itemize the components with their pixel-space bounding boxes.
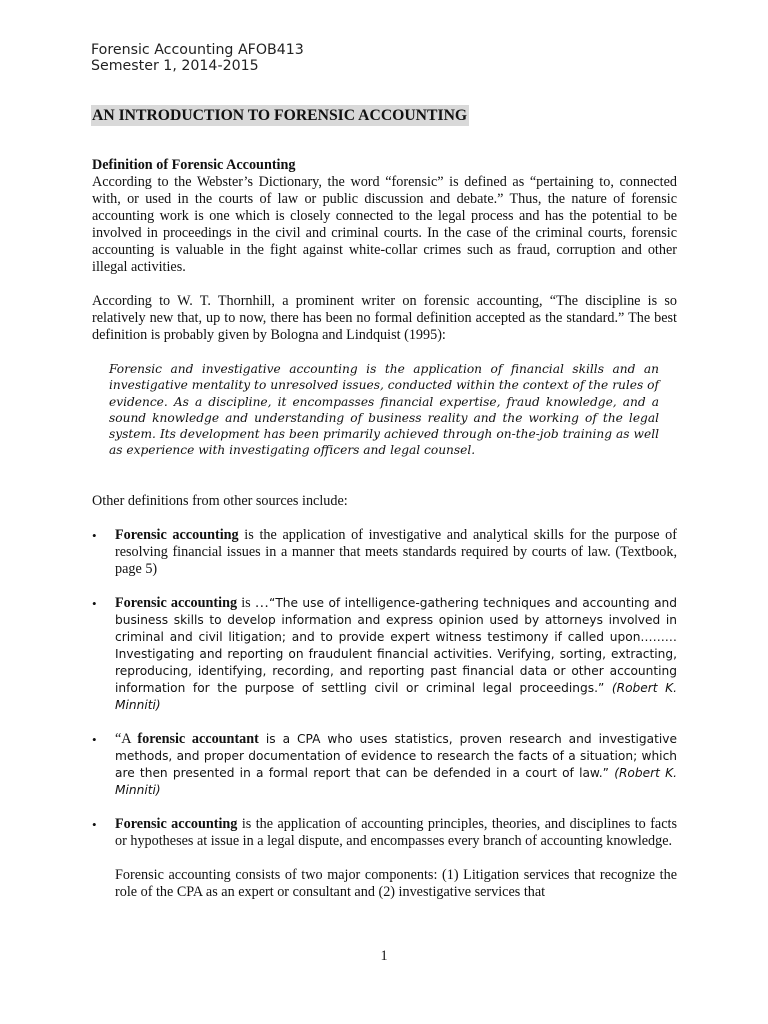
page-number: 1 (380, 948, 388, 964)
paragraph-webster: According to the Webster’s Dictionary, the word “forensic” is defined as “pertaining to, connected with, or used in the courts of law or public discussion and debate.” Thus, the nature of forensic accounting work is one which is closely connected to the legal process and has the potential to be involved in proceedings in the civil and criminal courts. In the case of the criminal courts, forensic accounting is valuable in the fight against white-collar crimes such as fraud, corruption and other illegal activities. (92, 174, 677, 275)
list-item (92, 731, 677, 799)
paragraph-thornhill: According to W. T. Thornhill, a prominent writer on forensic accounting, “The discipline is so relatively new that, up to now, there has been no formal definition accepted as the standard.” The best definition is probably given by Bologna and Lindquist (1995): (92, 293, 677, 343)
list-item (92, 595, 677, 714)
paragraph-components: Forensic accounting consists of two major components: (1) Litigation services that recognize the role of the CPA as an expert or consultant and (2) investigative services that (115, 866, 677, 900)
citation: (Robert K. Minniti) (115, 765, 677, 797)
term-bold: forensic accountant (137, 730, 259, 747)
term-bold: Forensic accounting (115, 594, 238, 611)
page-header (91, 42, 304, 74)
bullet-icon: • (92, 731, 97, 747)
semester-label: Semester 1, 2014-2015 (91, 58, 259, 74)
bullet-icon: • (92, 816, 97, 832)
paragraph-other-definitions: Other definitions from other sources include: (92, 492, 348, 509)
term-bold: Forensic accounting (115, 815, 238, 832)
document-body (92, 157, 677, 901)
bullet-icon: • (92, 527, 97, 543)
citation: (Robert K. Minniti) (115, 680, 677, 712)
course-name: Forensic Accounting AFOB413 (91, 42, 304, 58)
definition-prefix: “A (115, 730, 138, 747)
list-item (92, 527, 677, 578)
definitions-list (92, 527, 677, 850)
definition-text: is the application of investigative and analytical skills for the purpose of resolving financial issues in a manner that meets standards required by courts of law. (Textbook, page 5) (115, 526, 678, 577)
block-quote: Forensic and investigative accounting is the application of financial skills and an investigative mentality to unresolved issues, conducted within the context of the rules of evidence. As a discipline, it encompasses financial expertise, fraud knowledge, and a sound knowledge and understanding of business reality and the working of the legal system. Its development has been primarily achieved through on-the-job training as well as experience with investigating officers and legal counsel. (109, 362, 659, 458)
list-item (92, 816, 677, 850)
definition-prefix: is … (237, 594, 269, 611)
definition-text: is a CPA who uses statistics, proven research and investigative methods, and proper documentation of evidence to research the facts of a situation; which are then presented in a formal report that can be defended in a court of law.” (115, 731, 678, 780)
document-title: AN INTRODUCTION TO FORENSIC ACCOUNTING (92, 107, 468, 124)
section-heading: Definition of Forensic Accounting (92, 157, 296, 173)
term-bold: Forensic accounting (115, 526, 239, 543)
definition-text: “The use of intelligence-gathering techniques and accounting and business skills to develop information and express opinion used by attorneys involved in criminal and civil litigation; and to provide expert witness testimony if called upon……… Investigating and reporting on fraudulent financial activities. Verifying, sorting, extracting, reproducing, identifying, recording, and reporting past financial data or other accounting information for the purpose of settling civil or criminal legal proceedings.” (115, 595, 677, 695)
definition-text: is the application of accounting principles, theories, and disciplines to facts or hypotheses at issue in a legal dispute, and encompasses every branch of accounting knowledge. (115, 815, 677, 849)
bullet-icon: • (92, 595, 97, 611)
